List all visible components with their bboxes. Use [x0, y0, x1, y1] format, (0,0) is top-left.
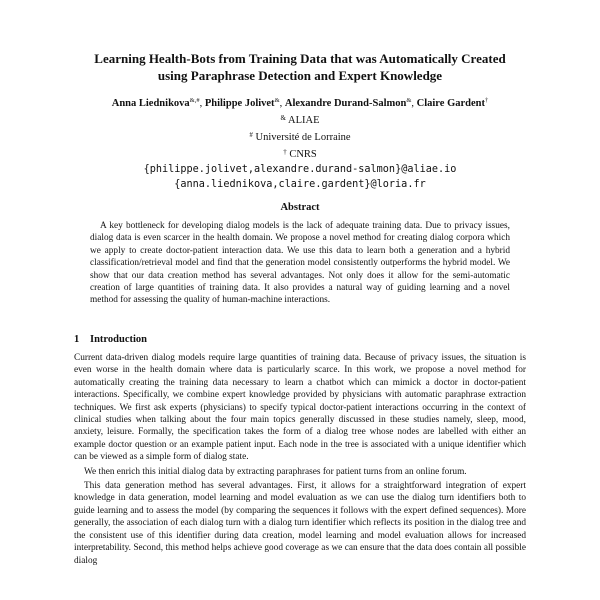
author-name: Anna Liednikova	[111, 98, 190, 109]
affiliation	[74, 145, 526, 162]
author-email: {philippe.jolivet,alexandre.durand-salmon}@aliae.io	[143, 164, 457, 175]
affiliation-name: CNRS	[289, 149, 317, 160]
author-name: Claire Gardent	[416, 98, 485, 109]
abstract-text: A key bottleneck for developing dialog models is the lack of adequate training data. Due to privacy issues, dialog data is even scarcer in the health domain. We propose a novel method for creating dialog corpora which we apply to create doctor-patient interaction data. We use this data to learn both a generation and a hybrid classification/retrieval model and find that the generation model consistently outperforms the hybrid model. We show that our data creation method has several advantages. Not only does it allow for the semi-automatic creation of large quantities of training data. It also provides a natural way of guiding learning and a novel method for assessing the quality of human-machine interactions.	[90, 221, 510, 306]
author-list	[74, 94, 526, 111]
body-paragraph: This data generation method has several advantages. First, it allows for a straightforward integration of expert knowledge in data generation, model learning and model evaluation as we can use the dialog turn identifiers both to guide learning and to assess the model (by comparing the sequences it follows with the expert defined sequences). More generally, the association of each dialog turn with a dialog turn identifier which reflects its position in the dialog tree and the consistent use of this identifier during data creation, model learning and model evaluation allows for increased interpretability. Second, this method helps achieve good coverage as we can ensure that the data does contain all possible dialog	[74, 481, 526, 566]
paper-title-line-1: Learning Health-Bots from Training Data that was Automatically Created	[94, 51, 506, 66]
author-block	[74, 94, 526, 192]
section-heading	[74, 334, 526, 345]
section-body	[74, 352, 526, 567]
paper-title-line-2: using Paraphrase Detection and Expert Knowledge	[157, 68, 443, 83]
author-affiliation-mark: &,#	[189, 97, 200, 104]
affiliation-name: Université de Lorraine	[255, 132, 351, 143]
author-affiliation-mark: &	[274, 97, 280, 104]
section-number: 1	[74, 334, 80, 345]
author-affiliation-mark: †	[484, 97, 489, 104]
author-name: Philippe Jolivet	[204, 98, 275, 109]
author-separator: ,	[199, 98, 205, 109]
author-separator: ,	[279, 98, 285, 109]
affiliation-name: ALIAE	[288, 115, 320, 126]
author-separator: ,	[411, 98, 417, 109]
author-affiliation-mark: &	[406, 97, 412, 104]
affiliation	[74, 128, 526, 145]
author-name: Alexandre Durand-Salmon	[284, 98, 407, 109]
body-paragraph: We then enrich this initial dialog data by extracting paraphrases for patient turns from an online forum.	[84, 466, 467, 477]
abstract-heading: Abstract	[280, 202, 320, 213]
affiliation-mark: #	[249, 131, 253, 139]
affiliation-mark: †	[283, 148, 287, 156]
paper-title	[74, 50, 526, 84]
affiliation	[74, 111, 526, 128]
section-title: Introduction	[90, 334, 147, 345]
body-paragraph: Current data-driven dialog models require large quantities of training data. Because of privacy issues, the situation is even worse in the health domain where data is particularly scarce. In this work, we propose a novel method for automatically creating the training data necessary to learn a chatbot which can mimick a doctor in doctor-patient interactions. Specifically, we combine expert knowledge provided by physicians with automatic paraphrase extraction techniques. We first ask experts (physicians) to specify typical doctor-patient interactions occurring in the context of clinical studies when talking about the four main topics generally discussed in these studies namely, sleep, mood, anxiety, leisure. Formally, the specification takes the form of a dialog tree whose nodes are labelled with either an example doctor question or an example patient input. Each node in the tree is associated with a unique identifier which can be viewed as a simple form of dialog state.	[74, 353, 526, 463]
affiliation-mark: &	[280, 114, 286, 122]
author-email: {anna.liednikova,claire.gardent}@loria.fr	[174, 179, 426, 190]
